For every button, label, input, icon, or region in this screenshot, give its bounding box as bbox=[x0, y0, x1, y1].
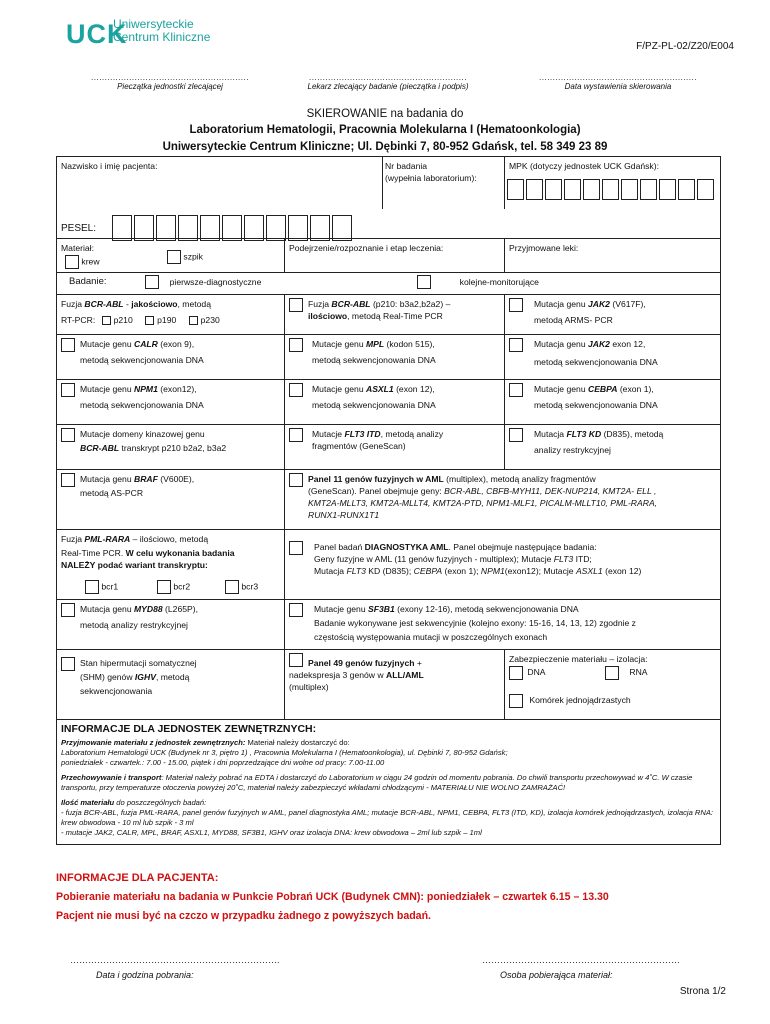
mononuclear-checkbox[interactable] bbox=[509, 694, 523, 708]
test-aml-fusion-panel: Panel 11 genów fuzyjnych w AML (multiplex), metodą analizy fragmentów (GeneScan). Panel obejmuje geny: BCR-ABL, CBFB-MYH11, DEK-NUP214, KMT2A- ELL , KMT2A-MLLT3, KMT2A-MLLT4, KMT2A-PTD, NPM1-MLF1, PICALM-MLLT10, PML-RARA, RUNX1-RUNX1T1 bbox=[285, 470, 721, 530]
title-line1: SKIEROWANIE na badania do bbox=[306, 108, 464, 120]
bcr3-checkbox[interactable] bbox=[225, 580, 239, 594]
pesel-label: PESEL: bbox=[61, 223, 97, 234]
bcrabl-kinase-checkbox[interactable] bbox=[61, 428, 75, 442]
patient-info-line1: Pobieranie materiału na badania w Punkcie Pobrań UCK (Budynek CMN): poniedziałek – czwartek 6.15 – 13.30 bbox=[56, 891, 609, 903]
dots: .......................................................... bbox=[539, 74, 697, 82]
material-label: Materiał: bbox=[61, 243, 94, 253]
test-aml-diagnostics: Panel badań DIAGNOSTYKA AML. Panel obejmuje następujące badania: Geny fuzyjne w AML (11 genów fuzyjnych - multiplex); Mutacje FLT3 ITD; Mutacja FLT3 KD (D835); CEBPA (exon 1); NPM1(exon12); Mutacje ASXL1 (exon 12) bbox=[285, 530, 721, 600]
test-cebpa: Mutacje genu CEBPA (exon 1), metodą sekwencjonowania DNA bbox=[505, 380, 721, 425]
title-line3: Uniwersyteckie Centrum Kliniczne; Ul. Dębinki 7, 80-952 Gdańsk, tel. 58 349 23 89 bbox=[162, 141, 608, 153]
szpik-label: szpik bbox=[183, 251, 203, 262]
szpik-checkbox[interactable] bbox=[167, 250, 181, 264]
nr-title: Nr badania bbox=[385, 161, 428, 171]
badanie-next-checkbox[interactable] bbox=[417, 275, 431, 289]
badanie-first-label: pierwsze-diagnostyczne bbox=[169, 276, 262, 287]
bcrabl-quant-checkbox[interactable] bbox=[289, 298, 303, 312]
test-jak2-v617f: Mutacja genu JAK2 (V617F), metodą ARMS- PCR bbox=[505, 295, 721, 335]
suspicion-cell[interactable] bbox=[285, 239, 505, 273]
signature-label: Data wystawienia skierowania bbox=[564, 82, 672, 91]
material-cell bbox=[57, 239, 285, 273]
jak2-v617f-checkbox[interactable] bbox=[509, 298, 523, 312]
myd88-checkbox[interactable] bbox=[61, 603, 75, 617]
rna-checkbox[interactable] bbox=[605, 666, 619, 680]
logo-line2: Centrum Kliniczne bbox=[113, 30, 211, 44]
test-npm1: Mutacje genu NPM1 (exon12), metodą sekwencjonowania DNA bbox=[57, 380, 285, 425]
test-pml-rara: Fuzja PML-RARA – ilościowo, metodą Real-Time PCR. W celu wykonania badania NALEŻY podać wariant transkryptu: bcr1 bcr2 bcr3 bbox=[57, 530, 285, 600]
signature-label: Lekarz zlecający badanie (pieczątka i podpis) bbox=[307, 82, 469, 91]
pesel-boxes[interactable] bbox=[112, 215, 354, 241]
material-isolation: Zabezpieczenie materiału – izolacja: DNA RNA Komórek jednojądrzastych bbox=[505, 650, 721, 720]
dots: .......................................................... bbox=[309, 74, 467, 82]
p190-checkbox[interactable] bbox=[145, 316, 154, 325]
badanie-next-label: kolejne-monitorujące bbox=[459, 276, 539, 287]
patient-name-label: Nazwisko i imię pacjenta: bbox=[61, 161, 158, 171]
mpk-boxes[interactable] bbox=[507, 179, 716, 203]
signature-stamp bbox=[70, 74, 270, 91]
mpl-checkbox[interactable] bbox=[289, 338, 303, 352]
badanie-first-checkbox[interactable] bbox=[145, 275, 159, 289]
pickup-date-label: Data i godzina pobrania: bbox=[96, 970, 194, 980]
flt3-kd-checkbox[interactable] bbox=[509, 428, 523, 442]
test-sf3b1: Mutacje genu SF3B1 (exony 12-16), metodą sekwencjonowania DNA Badanie wykonywane jest sekwencyjnie (kolejno exony: 15-16, 14, 13, 12) zgodnie z częstością występowania mutacji w poszczególnych exonach bbox=[285, 600, 721, 650]
krew-label: krew bbox=[81, 256, 100, 267]
badanie-label: Badanie: bbox=[69, 276, 107, 287]
asxl1-checkbox[interactable] bbox=[289, 383, 303, 397]
collector-label: Osoba pobierająca materiał: bbox=[500, 970, 613, 980]
mpk-label: MPK (dotyczy jednostek UCK Gdańsk): bbox=[509, 161, 659, 171]
all-aml-panel-checkbox[interactable] bbox=[289, 653, 303, 667]
signature-label: Pieczątka jednostki zlecającej bbox=[117, 82, 223, 91]
signature-doctor bbox=[288, 74, 488, 91]
test-ighv: Stan hipermutacji somatycznej (SHM) genów IGHV, metodą sekwencjonowania bbox=[57, 650, 285, 720]
page-number: Strona 1/2 bbox=[679, 986, 726, 997]
drugs-label: Przyjmowane leki: bbox=[509, 243, 579, 253]
test-flt3-itd: Mutacje FLT3 ITD, metodą analizy fragmentów (GeneScan) bbox=[285, 425, 505, 470]
logo-line1: Uniwersyteckie bbox=[113, 17, 194, 31]
braf-checkbox[interactable] bbox=[61, 473, 75, 487]
flt3-itd-checkbox[interactable] bbox=[289, 428, 303, 442]
logo-name bbox=[113, 18, 210, 44]
calr-checkbox[interactable] bbox=[61, 338, 75, 352]
dna-checkbox[interactable] bbox=[509, 666, 523, 680]
title-line2: Laboratorium Hematologii, Pracownia Molekularna I (Hematoonkologia) bbox=[189, 124, 581, 136]
p210-checkbox[interactable] bbox=[102, 316, 111, 325]
test-flt3-kd: Mutacja FLT3 KD (D835), metodą analizy restrykcyjnej bbox=[505, 425, 721, 470]
suspicion-label: Podejrzenie/rozpoznanie i etap leczenia: bbox=[289, 243, 444, 253]
aml-fusion-checkbox[interactable] bbox=[289, 473, 303, 487]
test-braf: Mutacja genu BRAF (V600E), metodą AS-PCR bbox=[57, 470, 285, 530]
external-info-heading: INFORMACJE DLA JEDNOSTEK ZEWNĘTRZNYCH: bbox=[61, 723, 317, 735]
patient-section bbox=[57, 157, 721, 239]
test-bcrabl-qual: Fuzja BCR-ABL - jakościowo, metodą RT-PCR: p210 p190 p230 bbox=[57, 295, 285, 335]
krew-checkbox[interactable] bbox=[65, 255, 79, 269]
external-info: INFORMACJE DLA JEDNOSTEK ZEWNĘTRZNYCH: Przyjmowanie materiału z jednostek zewnętrznych: Materiał należy dostarczyć do: Laboratorium Hematologii UCK (Budynek nr 3, piętro 1) , Pracownia Molekularna I (Hematoonkologia), ul. Dębinki 7, 80-952 Gdańsk; poniedziałek - czwartek.: 7.00 - 15.00, piątek i dni poprzedzające dni wolne od pracy: 7.00-11.00 Przechowywanie i transport: Materiał należy pobrać na EDTA i dostarczyć do Laboratorium w ciągu 24 godzin od momentu pobrania. Do chwili transportu przechowywać w 4˚C. W czasie transportu, przy temperaturze otoczenia powyżej 20˚C, materiał należy zabezpieczyć wkładami chłodzącymi - MATERIAŁU NIE WOLNO ZAMRAŻAĆ! Ilość materiału do poszczególnych badań: - fuzja BCR-ABL, fuzja PML-RARA, panel genów fuzyjnych w AML, panel diagnostyka AML; mutacje BCR-ABL, NPM1, CEBPA, FLT3 (ITD, KD), izolacja komórek jednojądrzastych, izolacja RNA: krew obwodowa - 10 ml lub szpik - 3 ml - mutacje JAK2, CALR, MPL, BRAF, ASXL1, MYD88, SF3B1, IGHV oraz izolacja DNA: krew obwodowa – 2ml lub szpik – 1ml bbox=[57, 720, 721, 845]
p230-checkbox[interactable] bbox=[189, 316, 198, 325]
test-asxl1: Mutacje genu ASXL1 (exon 12), metodą sekwencjonowania DNA bbox=[285, 380, 505, 425]
dots: .......................................................... bbox=[91, 74, 249, 82]
test-calr: Mutacje genu CALR (exon 9), metodą sekwencjonowania DNA bbox=[57, 335, 285, 380]
sf3b1-checkbox[interactable] bbox=[289, 603, 303, 617]
aml-diagnostics-checkbox[interactable] bbox=[289, 541, 303, 555]
test-bcrabl-quant: Fuzja BCR-ABL (p210: b3a2,b2a2) – ilościowo, metodą Real-Time PCR bbox=[285, 295, 505, 335]
badanie-row bbox=[57, 273, 721, 295]
test-myd88: Mutacja genu MYD88 (L265P), metodą analizy restrykcyjnej bbox=[57, 600, 285, 650]
test-jak2-exon12: Mutacja genu JAK2 exon 12, metodą sekwencjonowania DNA bbox=[505, 335, 721, 380]
logo-mark: UCK bbox=[66, 19, 128, 49]
nr-note: (wypełnia laboratorium): bbox=[385, 173, 477, 183]
bcr1-checkbox[interactable] bbox=[85, 580, 99, 594]
patient-info-heading: INFORMACJE DLA PACJENTA: bbox=[56, 872, 219, 884]
test-mpl: Mutacje genu MPL (kodon 515), metodą sekwencjonowania DNA bbox=[285, 335, 505, 380]
footer-dots1: ……………………………………………………………. bbox=[70, 955, 280, 965]
cebpa-checkbox[interactable] bbox=[509, 383, 523, 397]
doc-id: F/PZ-PL-02/Z20/E004 bbox=[636, 41, 734, 52]
patient-info-line2: Pacjent nie musi być na czczo w przypadku żadnego z powyższych badań. bbox=[56, 910, 431, 922]
drugs-cell[interactable] bbox=[505, 239, 721, 273]
signature-date bbox=[518, 74, 718, 91]
referral-form bbox=[56, 156, 721, 845]
ighv-checkbox[interactable] bbox=[61, 657, 75, 671]
jak2-exon12-checkbox[interactable] bbox=[509, 338, 523, 352]
nr-label bbox=[385, 160, 477, 184]
npm1-checkbox[interactable] bbox=[61, 383, 75, 397]
test-all-aml-panel: Panel 49 genów fuzyjnych + nadekspresja 3 genów w ALL/AML (multiplex) bbox=[285, 650, 505, 720]
bcr2-checkbox[interactable] bbox=[157, 580, 171, 594]
test-bcrabl-kinase: Mutacje domeny kinazowej genu BCR-ABL transkrypt p210 b2a2, b3a2 bbox=[57, 425, 285, 470]
footer-dots2: ………………………………………………………… bbox=[482, 955, 680, 965]
